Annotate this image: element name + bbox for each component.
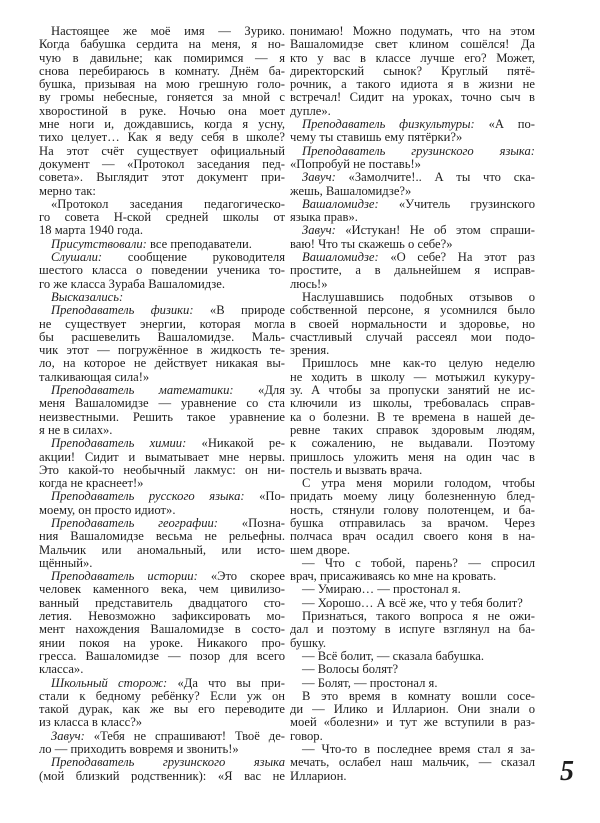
text-line [290,610,535,623]
text-line [290,743,535,756]
line-text: ния Вашаломидзе весьма не рельефны. [39,530,285,544]
line-text: мент нахождения Вашаломидзе в состо- [39,623,285,637]
line-text: я не в силах». [39,423,113,437]
line-text: простите, а в дальнейшем я исправ- [290,264,535,278]
text-line [290,105,535,118]
text-line [290,623,535,636]
page-number: 5 [560,756,574,787]
line-text: В это время в комнату вошли сосе- [302,689,535,703]
text-line [290,357,535,370]
line-text: — Всё болит, — сказала бабушка. [302,649,485,663]
line-text: хворостиной в руке. Ночью она моет [39,104,285,118]
text-line [39,25,285,38]
text-line [290,703,535,716]
text-line [39,145,285,158]
speaker-label: Преподаватель физкультуры: [302,118,475,132]
line-text: «Тебя не спрашивают! Твоё де- [84,729,285,743]
text-line [290,371,535,384]
text-line [290,557,535,570]
speaker-label: Завуч: [302,171,336,185]
text-line [290,517,535,530]
line-text: кто у вас в классе лучше его? Может, [290,51,535,65]
line-text: Когда бабушка сердита на меня, я но- [39,38,285,52]
text-line [290,384,535,397]
line-text: — Умираю… — простонал я. [302,583,461,597]
line-text: языка прав». [290,211,358,225]
line-text: тихо целует… Как я веду себя в школе? [39,131,285,145]
text-line [39,530,285,543]
text-line [290,437,535,450]
line-text: стали к бедному ребёнку? Если уж он [39,689,285,703]
text-line [39,251,285,264]
text-line [39,278,285,291]
line-text: ло, на которое не действует никакая вы- [39,357,285,371]
text-line [290,118,535,131]
text-line [39,384,285,397]
text-line [39,331,285,344]
line-text: — Что с тобой, парень? — спросил [302,556,535,570]
line-text: «Истукан! Не об этом спраши- [335,224,535,238]
line-text: Илларион. [290,769,347,783]
speaker-label: Преподаватель грузинского языка [51,756,285,770]
text-line [290,278,535,291]
line-text: — Что-то в последнее время стал я за- [302,743,535,757]
text-line [39,344,285,357]
line-text: Пришлось мне как-то целую неделю [302,357,535,371]
text-line [290,224,535,237]
text-line [39,570,285,583]
text-line [39,158,285,171]
text-line [39,291,285,304]
line-text: чик этот — погружённое в жидкость те- [39,344,285,358]
speaker-label: Присутствовали: [51,237,147,251]
text-line [290,663,535,676]
text-line [290,65,535,78]
right-text-column [290,25,535,783]
line-text: На этот счёт существует официальный [39,144,285,158]
text-line [290,131,535,144]
text-line [39,770,285,783]
line-text: к сожалению, не выдавали. Поэтому [290,437,535,451]
text-line [290,530,535,543]
text-line [290,38,535,51]
text-line [290,185,535,198]
line-text: меня Вашаломидзе — уравнение со ста [39,397,285,411]
text-line [39,304,285,317]
text-line [290,238,535,251]
line-text: Наслушавшись подобных отзывов о [302,290,535,304]
text-line [290,251,535,264]
text-line [290,78,535,91]
line-text: «В природе [193,304,285,318]
line-text: «О себе? На этот раз [378,251,535,265]
line-text: документ — «Протокол заседания пед- [39,157,285,171]
line-text: ло — приходить вовремя и звонить!» [39,743,239,757]
line-text: талкивающая сила!» [39,370,150,384]
line-text: ность, стянули голову полотенцем, и ба- [290,503,535,517]
text-line [290,637,535,650]
line-text: бушку. [290,636,327,650]
text-line [39,743,285,756]
text-line [290,650,535,663]
line-text: неизвестными. Решить такое уравнение [39,410,285,424]
text-line [290,304,535,317]
text-line [39,597,285,610]
text-line [290,397,535,410]
line-text: класса». [39,663,84,677]
text-line [39,451,285,464]
text-line [39,264,285,277]
line-text: го совета Н-ской средней школы от [39,211,285,225]
line-text: бушка отправилась за врачом. Через [290,516,535,530]
text-line [39,318,285,331]
speaker-label: Завуч: [51,729,85,743]
speaker-label: Преподаватель истории: [51,570,198,584]
line-text: (мой близкий родственник): «Я вас не [39,769,285,783]
line-text: дупле». [290,104,331,118]
line-text: ревне таких справок здоровым людям, [290,423,535,437]
line-text: такой дурак, как же вы его переводите [39,703,285,717]
text-line [290,490,535,503]
line-text: «Никакой ре- [186,437,285,451]
text-line [290,344,535,357]
line-text: дал и поэтому в испуге взглянул на ба- [290,623,535,637]
text-line [39,557,285,570]
line-text: бы расшевелить Вашаломидзе. Маль- [39,330,285,344]
text-line [39,477,285,490]
line-text: придать моему лицу болезненную блед- [290,490,535,504]
text-line [39,730,285,743]
line-text: из класса в класс?» [39,716,143,730]
text-line [290,464,535,477]
speaker-label: Завуч: [302,224,336,238]
line-text: шестого класса о поведении ученика то- [39,264,285,278]
text-line [39,198,285,211]
line-text: бушка, призывая на мою грешную голо- [39,78,285,92]
text-line [39,690,285,703]
line-text: человек каменного века, чем цивилизо- [39,583,285,597]
line-text: «Учитель грузинского [378,197,535,211]
text-line [290,424,535,437]
text-line [39,65,285,78]
text-line [39,517,285,530]
speaker-label: Вашаломидзе: [302,251,379,265]
text-line [39,224,285,237]
speaker-label: Преподаватель физики: [51,304,194,318]
line-text: «Позна- [218,516,285,530]
text-line [39,171,285,184]
speaker-label: Преподаватель грузинского языка: [302,144,535,158]
line-text: «Это скорее [197,570,285,584]
line-text: говор. [290,729,323,743]
text-line [39,610,285,623]
line-text: директорский сынок? Круглый пятё- [290,64,535,78]
speaker-label: Слушали: [51,251,103,265]
line-text: Это какой-то необычный лакмус: он ни- [39,463,285,477]
text-line [39,583,285,596]
line-text: счастливый случай рассеял мои подо- [290,330,535,344]
text-line [39,38,285,51]
text-line [290,544,535,557]
text-line [290,756,535,769]
speaker-label: Преподаватель географии: [51,516,219,530]
text-line [290,583,535,596]
line-text: моей «болезни» и тут же вступили в раз- [290,716,535,730]
line-text: акции! Сидит и выматывает мне нервы. [39,450,285,464]
text-line [290,690,535,703]
line-text: щённый». [39,556,93,570]
text-line [39,357,285,370]
line-text: зрения. [290,344,330,358]
line-text: врач, присаживаясь ко мне на кровать. [290,570,497,584]
line-text: С утра меня морили голодом, чтобы [302,477,535,491]
line-text: моему, он просто идиот». [39,503,176,517]
text-line [290,91,535,104]
text-line [39,52,285,65]
line-text: жешь, Вашаломидзе?» [290,184,412,198]
line-text: гресса. Вашаломидзе — позор для всего [39,649,285,663]
text-line [39,211,285,224]
speaker-label: Преподаватель русского языка: [51,490,245,504]
speaker-label: Высказались: [51,290,124,304]
text-line [39,397,285,410]
line-text: Вашаломидзе свет клином сошёлся! Да [290,38,535,52]
line-text: снова перебираюсь в комнату. Днём ба- [39,64,285,78]
line-text: понимаю! Можно подумать, что на этом [290,25,535,38]
line-text: «Замолчите!.. А ты что ска- [335,171,535,185]
text-line [290,504,535,517]
text-line [39,411,285,424]
line-text: «По- [244,490,285,504]
line-text: «Протокол заседания педагогическо- [51,197,285,211]
line-text: зу. А чтобы за пропуски занятий не ис- [290,384,535,398]
text-line [290,264,535,277]
line-text: пришлось уложить меня на один час в [290,450,535,464]
line-text: — Хорошо… А всё же, что у тебя болит? [302,596,523,610]
text-line [39,118,285,131]
text-line [290,677,535,690]
text-line [290,411,535,424]
text-line [290,730,535,743]
text-line [290,211,535,224]
text-line [290,25,535,38]
text-line [39,650,285,663]
text-line [290,597,535,610]
line-text: — Болят, — простонал я. [302,676,438,690]
text-line [290,198,535,211]
text-line [39,663,285,676]
line-text: го же класса Зураба Вашаломидзе. [39,277,225,291]
text-line [39,464,285,477]
line-text: сообщение руководителя [102,251,285,265]
line-text: чему ты ставишь ему пятёрки?» [290,131,463,145]
line-text: ка о болезни. В те времена в нашей де- [290,410,535,424]
text-line [39,238,285,251]
line-text: «Да что вы при- [167,676,285,690]
text-line [39,131,285,144]
line-text: ди — Илико и Илларион. Они знали о [290,703,535,717]
text-line [39,756,285,769]
text-line [39,637,285,650]
line-text: постель и вызвать врача. [290,463,423,477]
line-text: люсь!» [290,277,328,291]
line-text: ваю! Что ты скажешь о себе?» [290,237,453,251]
text-line [39,677,285,690]
text-line [290,318,535,331]
line-text: ванный представитель двадцатого сто- [39,596,285,610]
line-text: шем дворе. [290,543,351,557]
line-text: не существует энергии, которая могла [39,317,285,331]
text-line [290,331,535,344]
text-line [39,371,285,384]
text-line [290,291,535,304]
speaker-label: Школьный сторож: [51,676,168,690]
line-text: ву громы небесные, гоняется за мной с [39,91,285,105]
line-text: встречал! Сидит на уроках, точно сыч в [290,91,535,105]
text-line [39,623,285,636]
line-text: 18 марта 1940 года. [39,224,144,238]
line-text: рочник, а такого идиота я в жизни не [290,78,535,92]
text-line [290,570,535,583]
speaker-label: Преподаватель математики: [51,384,234,398]
line-text: летия. Невозможно зафиксировать мо- [39,610,285,624]
line-text: Признаться, такого вопроса я не ожи- [302,610,535,624]
text-line [290,52,535,65]
line-text: в своей нормальности и здоровье, но [290,317,535,331]
line-text: ключили из школы, требовалась справ- [290,397,535,411]
text-line [290,716,535,729]
text-line [39,437,285,450]
line-text: «Для [233,384,285,398]
text-line [290,171,535,184]
text-line [39,504,285,517]
text-line [290,158,535,171]
left-text-column [39,25,285,783]
text-line [39,424,285,437]
line-text: Настоящее же моё имя — Зурико. [51,25,285,38]
line-text: полчаса врач осадил своего коня в на- [290,530,535,544]
text-line [39,490,285,503]
line-text: не ходить в школу — мотыжил кукуру- [290,370,535,384]
text-line [39,91,285,104]
text-line [39,105,285,118]
line-text: мечать, ослабел наш мальчик, — сказал [290,756,535,770]
text-line [39,703,285,716]
line-text: янии покоя на уроке. Никакого про- [39,636,285,650]
speaker-label: Преподаватель химии: [51,437,187,451]
line-text: собственной персоне, я усомнился было [290,304,535,318]
text-line [290,451,535,464]
text-line [290,145,535,158]
line-text: «Попробуй не поставь!» [290,157,421,171]
text-line [39,716,285,729]
text-line [39,544,285,557]
line-text: мне ноги и, дождавшись, когда я усну, [39,118,285,132]
text-line [290,770,535,783]
line-text: все преподаватели. [146,237,252,251]
line-text: «А по- [474,118,535,132]
line-text: — Волосы болят? [302,663,399,677]
line-text: когда не краснеет!» [39,477,144,491]
text-line [39,78,285,91]
line-text: мерно так: [39,184,96,198]
line-text: чую в давильне; как помиримся — я [39,51,285,65]
text-line [39,185,285,198]
line-text: совета». Выглядит этот документ при- [39,171,285,185]
speaker-label: Вашаломидзе: [302,197,379,211]
text-line [290,477,535,490]
line-text: Мальчик или аномальный, или исто- [39,543,285,557]
